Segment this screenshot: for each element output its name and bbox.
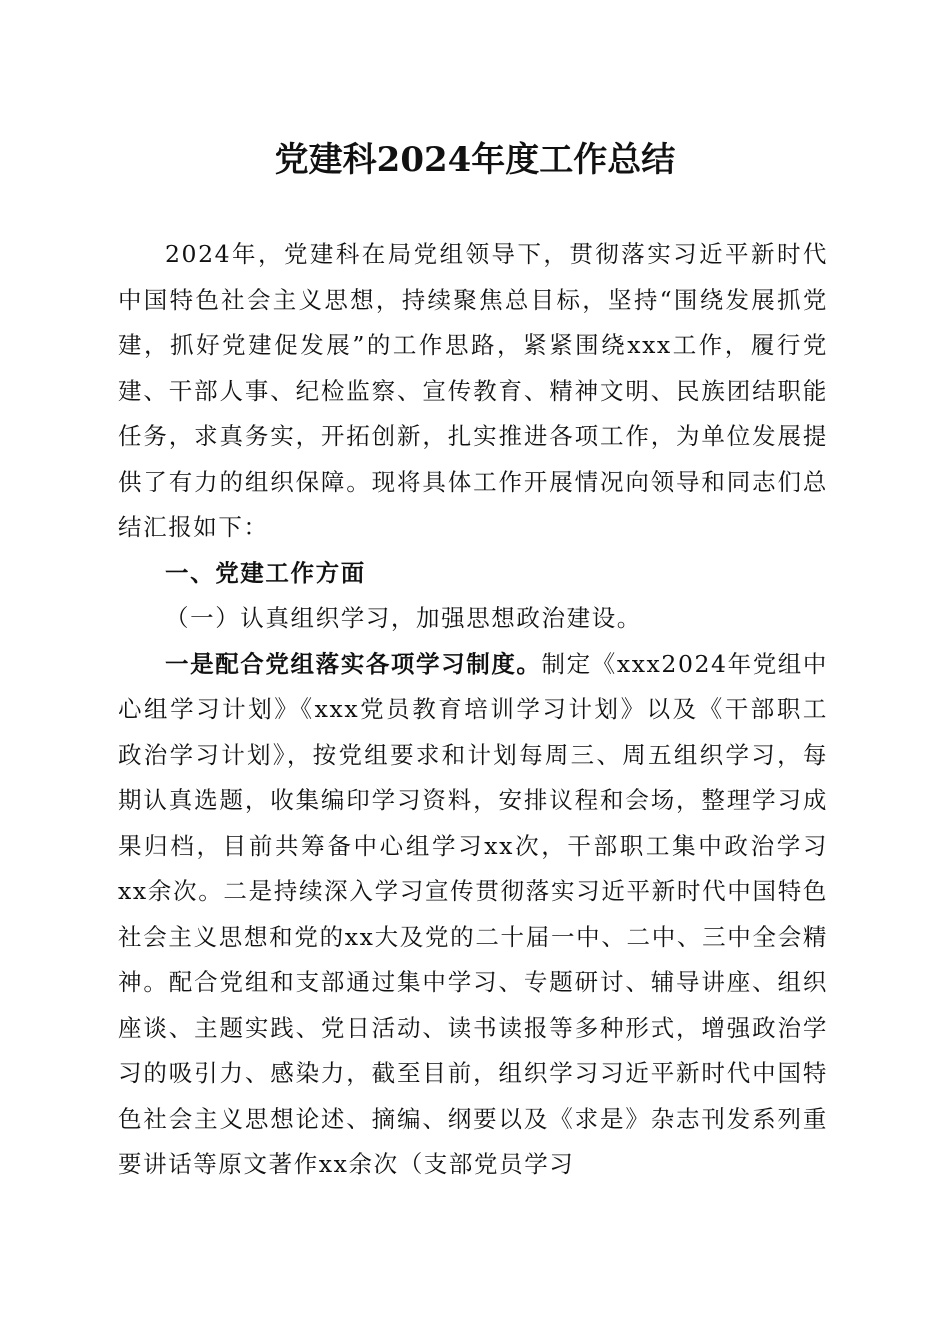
document-body <box>118 232 828 1188</box>
section-heading: 一、党建工作方面 <box>165 558 366 587</box>
document-title: 党建科2024年度工作总结 <box>274 140 676 180</box>
intro-paragraph: 2024年，党建科在局党组领导下，贯彻落实习近平新时代中国特色社会主义思想，持续聚焦总目标，坚持“围绕发展抓党建，抓好党建促发展”的工作思路，紧紧围绕xxx工作，履行党建、干部人事、纪检监察、宣传教育、精神文明、民族团结职能任务，求真务实，开拓创新，扎实推进各项工作，为单位发展提供了有力的组织保障。现将具体工作开展情况向领导和同志们总结汇报如下： <box>118 240 828 541</box>
study-paragraph <box>118 642 828 1188</box>
paragraph-text: 制定《xxx2024年党组中心组学习计划》《xxx党员教育培训学习计划》以及《干部职工政治学习计划》，按党组要求和计划每周三、周五组织学习，每期认真选题，收集编印学习资料，安排议程和会场，整理学习成果归档，目前共筹备中心组学习xx次，干部职工集中政治学习xx余次。二是持续深入学习宣传贯彻落实习近平新时代中国特色社会主义思想和党的xx大及党的二十届一中、二中、三中全会精神。配合党组和支部通过集中学习、专题研讨、辅导讲座、组织座谈、主题实践、党日活动、读书读报等多种形式，增强政治学习的吸引力、感染力，截至目前，组织学习习近平新时代中国特色社会主义思想论述、摘编、纲要以及《求是》杂志刊发系列重要讲话等原文著作xx余次（支部党员学习 <box>118 649 829 1178</box>
subsection-heading: （一）认真组织学习，加强思想政治建设。 <box>165 604 642 632</box>
paragraph-lead: 一是配合党组落实各项学习制度。 <box>165 649 542 678</box>
